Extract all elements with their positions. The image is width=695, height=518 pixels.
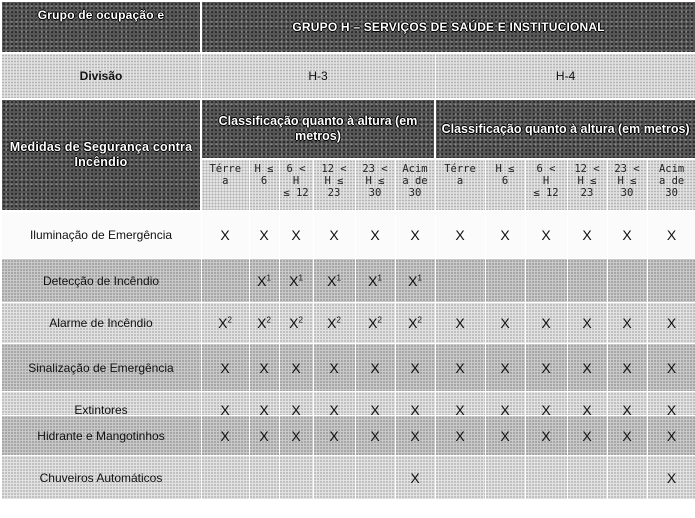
requirement-cell [607,392,647,416]
requirement-cell [607,416,647,456]
requirement-mark: X [541,427,551,444]
requirement-mark: X [500,359,510,376]
division-row [1,53,695,99]
height-col-23-30: 23 < H ≤ 30 [355,159,395,211]
requirement-cell [647,259,695,303]
height-col-23-30: 23 < H ≤ 30 [607,159,647,211]
requirement-mark: X [289,315,299,331]
requirement-mark: X [220,359,230,376]
requirement-cell [647,303,695,344]
requirement-cell [355,392,395,416]
requirement-cell [525,416,567,456]
requirement-cell [313,259,355,303]
requirement-cell [485,416,525,456]
requirement-cell [279,456,313,500]
requirement-mark: X [666,469,677,486]
measures-body [1,211,695,500]
requirement-mark: X [327,315,337,331]
requirement-cell [567,344,607,392]
requirement-mark: X [500,401,510,416]
requirement-cell [525,456,567,500]
requirement-cell [395,344,435,392]
requirement-mark: X [455,226,465,243]
requirement-cell [313,344,355,392]
group-header-row [1,1,695,53]
requirement-mark: X [541,401,551,416]
measure-row [1,303,695,344]
requirement-cell [249,416,279,456]
requirement-cell [607,211,647,259]
requirement-mark: X [666,226,677,243]
requirement-mark: X [666,315,677,331]
requirement-cell [567,416,607,456]
requirement-mark: X [291,359,301,376]
requirement-cell [279,344,313,392]
requirement-mark: X [408,315,418,331]
requirement-cell [647,416,695,456]
requirement-cell [647,456,695,500]
requirement-cell [395,456,435,500]
measure-row [1,259,695,303]
footnote-marker: 1 [377,272,382,282]
measure-label-text: Chuveiros Automáticos [39,470,163,485]
measure-label-text: Sinalização de Emergência [28,360,174,375]
requirement-mark: X [666,359,677,376]
requirement-mark: X [291,401,301,416]
division-h3: H-3 [201,53,435,99]
footnote-marker: 1 [336,272,341,282]
requirement-mark: X [582,226,592,243]
footnote-marker: 2 [377,315,382,325]
requirement-cell [435,259,485,303]
measure-label-text: Detecção de Incêndio [42,273,160,288]
requirement-cell [395,303,435,344]
measure-label [1,392,201,416]
requirement-cell [313,211,355,259]
requirement-cell [355,416,395,456]
requirement-mark: X [541,359,551,376]
measure-row [1,344,695,392]
requirement-mark: X [259,427,269,444]
measure-row [1,392,695,416]
division-label: Divisão [1,53,201,99]
requirement-mark: X [220,226,230,243]
requirement-cell [279,303,313,344]
requirement-cell [435,416,485,456]
height-col-6-12: 6 < H ≤ 12 [525,159,567,211]
footnote-marker: 2 [336,315,341,325]
requirement-cell [525,392,567,416]
requirement-cell [435,456,485,500]
requirement-mark: X [622,427,632,444]
requirement-mark: X [622,401,632,416]
requirement-mark: X [218,315,228,331]
requirement-cell [607,259,647,303]
measure-label [1,416,201,456]
requirement-cell [395,259,435,303]
measure-label [1,259,201,303]
classification-row [1,99,695,159]
measure-label-text: Iluminação de Emergência [29,227,173,242]
requirement-mark: X [329,427,339,444]
requirement-cell [485,259,525,303]
requirement-mark: X [329,359,339,376]
classification-h4: Classificação quanto à altura (em metros) [435,99,695,159]
requirement-mark: X [500,427,510,444]
requirement-mark: X [291,427,301,444]
requirement-cell [485,456,525,500]
requirement-cell [201,303,249,344]
requirement-cell [485,392,525,416]
requirement-cell [395,416,435,456]
requirement-mark: X [327,272,337,289]
requirement-mark: X [410,427,420,444]
requirement-cell [485,303,525,344]
footnote-marker: 2 [266,315,271,325]
requirement-mark: X [622,226,632,243]
requirement-mark: X [368,272,378,289]
requirement-mark: X [370,226,380,243]
footnote-marker: 2 [417,315,422,325]
requirement-mark: X [500,315,510,331]
measure-label [1,211,201,259]
requirement-mark: X [666,427,677,444]
requirement-cell [567,392,607,416]
requirement-cell [313,416,355,456]
requirement-mark: X [370,401,380,416]
requirement-cell [201,392,249,416]
requirement-cell [395,392,435,416]
group-title: GRUPO H – SERVIÇOS DE SAÚDE E INSTITUCIONAL [201,1,695,53]
requirement-mark: X [220,427,230,444]
requirement-mark: X [582,401,592,416]
requirement-cell [279,259,313,303]
requirement-cell [567,456,607,500]
requirement-cell [249,392,279,416]
height-col-le6: H ≤ 6 [485,159,525,211]
requirement-mark: X [455,401,465,416]
requirement-mark: X [370,359,380,376]
height-col-above-30: Acim a de 30 [647,159,695,211]
requirement-cell [567,211,607,259]
footnote-marker: 1 [417,272,422,282]
requirement-cell [279,416,313,456]
requirement-cell [435,303,485,344]
requirement-cell [525,259,567,303]
requirement-mark: X [622,359,632,376]
requirement-mark: X [582,359,592,376]
requirement-cell [485,344,525,392]
footnote-marker: 1 [266,272,271,282]
height-col-12-23: 12 < H ≤ 23 [567,159,607,211]
requirement-mark: X [259,226,269,243]
height-col-terrea: Térre a [435,159,485,211]
requirement-mark: X [289,272,299,289]
requirement-cell [607,303,647,344]
measures-label: Medidas de Segurança contra Incêndio [1,99,201,211]
division-h4: H-4 [435,53,695,99]
requirement-cell [249,259,279,303]
requirement-cell [201,456,249,500]
requirement-cell [355,303,395,344]
requirement-mark: X [582,427,592,444]
requirement-cell [201,344,249,392]
requirement-cell [647,392,695,416]
requirement-mark: X [582,315,592,331]
requirement-cell [249,211,279,259]
requirement-mark: X [410,226,420,243]
requirement-cell [647,344,695,392]
requirement-cell [313,392,355,416]
occupation-group-label: Grupo de ocupação e [1,1,201,53]
requirement-mark: X [541,315,551,331]
requirement-mark: X [259,401,269,416]
requirement-cell [355,259,395,303]
requirement-cell [485,211,525,259]
requirement-mark: X [541,226,551,243]
requirement-cell [567,259,607,303]
requirement-cell [435,392,485,416]
requirement-mark: X [257,272,267,289]
measure-row [1,456,695,500]
requirement-mark: X [370,427,380,444]
requirement-cell [607,456,647,500]
requirement-cell [525,303,567,344]
height-col-above-30: Acim a de 30 [395,159,435,211]
requirement-cell [525,344,567,392]
requirement-cell [249,344,279,392]
requirement-cell [355,211,395,259]
requirement-cell [279,392,313,416]
footnote-marker: 2 [298,315,303,325]
requirement-mark: X [291,226,301,243]
footnote-marker: 2 [227,315,232,325]
requirement-mark: X [455,359,465,376]
footnote-marker: 1 [298,272,303,282]
requirement-cell [249,456,279,500]
requirement-cell [647,211,695,259]
requirement-cell [395,211,435,259]
requirement-mark: X [329,401,339,416]
classification-h3: Classificação quanto à altura (em metros) [201,99,435,159]
requirement-mark: X [259,359,269,376]
requirement-cell [313,456,355,500]
measure-row [1,416,695,456]
requirement-mark: X [666,401,677,416]
height-col-12-23: 12 < H ≤ 23 [313,159,355,211]
requirement-cell [201,416,249,456]
measure-label-text: Hidrante e Mangotinhos [37,428,165,443]
requirement-cell [201,211,249,259]
requirement-mark: X [410,401,420,416]
measure-label [1,303,201,344]
requirement-cell [313,303,355,344]
requirement-cell [567,303,607,344]
requirement-mark: X [329,226,339,243]
measure-label-text: Alarme de Incêndio [49,316,153,330]
height-col-6-12: 6 < H ≤ 12 [279,159,313,211]
measure-label [1,456,201,500]
height-col-le6: H ≤ 6 [249,159,279,211]
requirement-mark: X [368,315,378,331]
requirement-cell [607,344,647,392]
requirement-cell [355,344,395,392]
measure-label [1,344,201,392]
requirement-mark: X [455,315,465,331]
requirement-mark: X [455,427,465,444]
requirement-cell [201,259,249,303]
height-col-terrea: Térre a [201,159,249,211]
requirement-mark: X [220,401,230,416]
requirement-mark: X [622,315,632,331]
measure-row [1,211,695,259]
requirement-cell [249,303,279,344]
requirement-cell [279,211,313,259]
requirement-cell [435,344,485,392]
requirement-mark: X [410,359,420,376]
measure-label-text: Extintores [74,402,128,416]
requirement-mark: X [410,469,420,486]
requirement-cell [525,211,567,259]
requirement-mark: X [408,272,418,289]
requirement-mark: X [257,315,267,331]
requirement-cell [355,456,395,500]
requirement-mark: X [500,226,510,243]
requirement-cell [435,211,485,259]
